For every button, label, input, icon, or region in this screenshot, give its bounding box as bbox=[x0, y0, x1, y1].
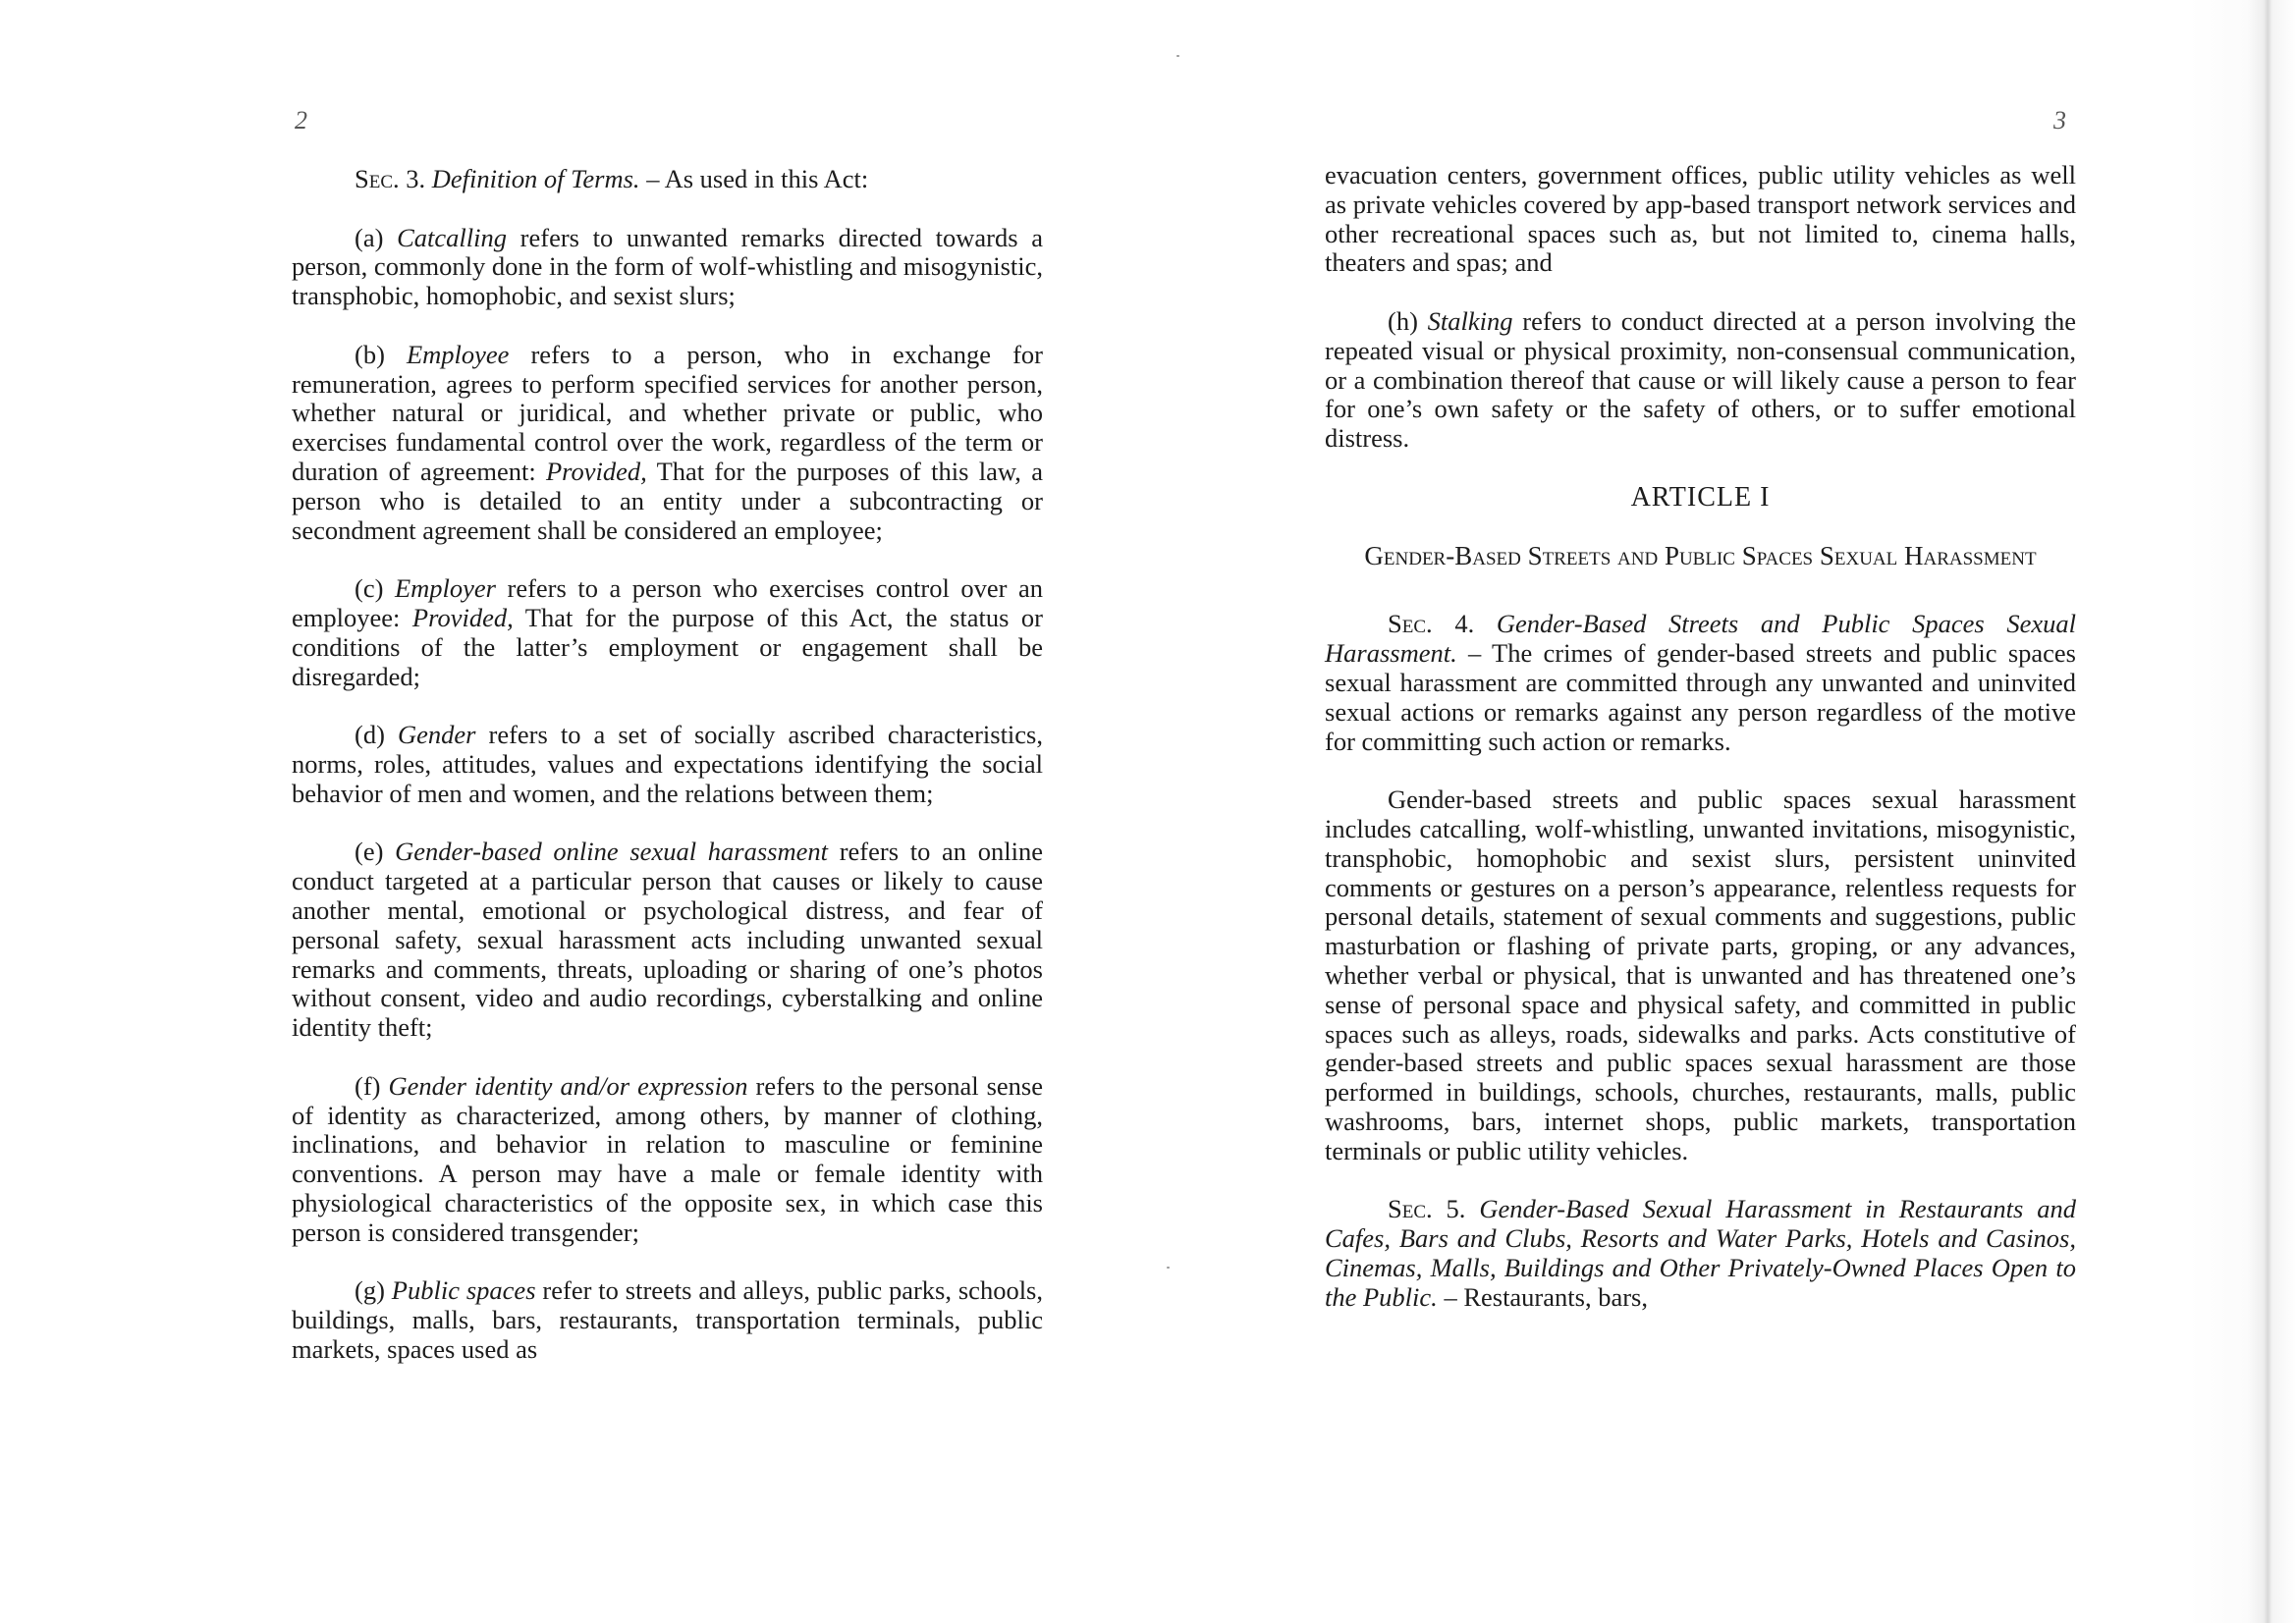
defined-term: Gender-based online sexual harassment bbox=[395, 837, 828, 867]
right-column bbox=[1325, 161, 2076, 1312]
definition-c: (c) Employer refers to a person who exercises control over an employee: Provided, That for the purpose of this Act, the status or conditions of the latter’s employment or engagement shall be disregarded; bbox=[292, 573, 1043, 691]
section-5: Sec. 5. Gender-Based Sexual Harassment in Restaurants and Cafes, Bars and Clubs, Resorts and Water Parks, Hotels and Casinos, Cinemas, Malls, Buildings and Other Privately-Owned Places Open to the Public. – Restaurants, bars, bbox=[1325, 1194, 2076, 1312]
definition-g-continuation: evacuation centers, government offices, public utility vehicles as well as private vehicles covered by app-based transport network services and other recreational spaces such as, but not limited to, cinema halls, theaters and spas; and bbox=[1325, 160, 2076, 278]
defined-term: Public spaces bbox=[391, 1275, 536, 1306]
section-label: Sec. bbox=[355, 164, 400, 193]
proviso: Provided, bbox=[411, 602, 514, 632]
section-4-paragraph-2: Gender-based streets and public spaces sexual harassment includes catcalling, wolf-whistling, unwanted invitations, misogynistic, transphobic, homophobic and sexist slurs, persistent uninvited comments or gestures on a person’s appearance, relentless requests for personal details, statement of sexual comments and suggestions, public masturbation or flashing of private parts, groping, or any advances, whether verbal or physical, that is unwanted and has threatened one’s sense of personal space and physical safety, and committed in public spaces such as alleys, roads, sidewalks and parks. Acts constitutive of gender-based streets and public spaces sexual harassment are those performed in buildings, schools, churches, restaurants, malls, public washrooms, bars, internet shops, public markets, transportation terminals or public utility vehicles. bbox=[1325, 784, 2076, 1165]
section-title: Definition of Terms. bbox=[431, 164, 640, 193]
section-title: Gender-Based Streets and Public Spaces Sexual Harassment. bbox=[1325, 609, 2076, 669]
page-number: 3 bbox=[2053, 106, 2066, 135]
scan-speck bbox=[1176, 55, 1179, 57]
defined-term: Gender identity and/or expression bbox=[388, 1070, 748, 1101]
section-4: Sec. 4. Gender-Based Streets and Public Spaces Sexual Harassment. – The crimes of gender-based streets and public spaces sexual harassment are committed through any unwanted and uninvited sexual actions or remarks against any person regardless of the motive for committing such action or remarks. bbox=[1325, 609, 2076, 756]
page-number: 2 bbox=[295, 106, 307, 135]
article-heading: ARTICLE I bbox=[1630, 481, 1771, 513]
defined-term: Employer bbox=[394, 573, 496, 604]
definition-a: (a) Catcalling refers to unwanted remarks directed towards a person, commonly done in the form of wolf-whistling and misogynistic, transphobic, homophobic, and sexist slurs; bbox=[292, 222, 1043, 311]
article-subheading: Gender-Based Streets and Public Spaces Sexual Harassment bbox=[1364, 540, 2037, 570]
left-column bbox=[292, 165, 1043, 1365]
section-title: Gender-Based Sexual Harassment in Restaurants and Cafes, Bars and Clubs, Resorts and Water Parks, Hotels and Casinos, Cinemas, Malls, Buildings and Other Privately-Owned Places Open to the Public. bbox=[1325, 1194, 2076, 1312]
section-label: Sec. bbox=[1388, 1194, 1433, 1224]
definition-b: (b) Employee refers to a person, who in exchange for remuneration, agrees to perform specified services for another person, whether natural or juridical, and whether private or public, who exercises fundamental control over the work, regardless of the term or duration of agreement: Provided, That for the purposes of this law, a person who is detailed to an entity under a subcontracting or secondment agreement shall be considered an employee; bbox=[292, 339, 1043, 545]
definition-h: (h) Stalking refers to conduct directed at a person involving the repeated visual or physical proximity, non-consensual communication, or a combination thereof that cause or will likely cause a person to fear for one’s own safety or the safety of others, or to suffer emotional distress. bbox=[1325, 305, 2076, 454]
section-3-heading: Sec. 3. Definition of Terms. – As used in this Act: bbox=[355, 164, 869, 193]
section-label: Sec. bbox=[1388, 609, 1433, 639]
definition-d: (d) Gender refers to a set of socially ascribed characteristics, norms, roles, attitudes, values and expectations identifying the social behavior of men and women, and the relations between them; bbox=[292, 720, 1043, 808]
scan-speck bbox=[1167, 1267, 1170, 1269]
page-binding-edge bbox=[2188, 0, 2296, 1623]
defined-term: Employee bbox=[406, 339, 510, 369]
defined-term: Catcalling bbox=[397, 222, 507, 252]
definition-g: (g) Public spaces refer to streets and alleys, public parks, schools, buildings, malls, bars, restaurants, transportation terminals, public markets, spaces used as bbox=[292, 1275, 1043, 1364]
defined-term: Stalking bbox=[1427, 305, 1513, 336]
definition-e: (e) Gender-based online sexual harassment refers to an online conduct targeted at a particular person that causes or likely to cause another mental, emotional or psychological distress, and fear of personal safety, sexual harassment acts including unwanted sexual remarks and comments, threats, uploading or sharing of one’s photos without consent, video and audio recordings, cyberstalking and online identity theft; bbox=[292, 837, 1043, 1043]
right-page bbox=[1148, 0, 2296, 1623]
defined-term: Gender bbox=[397, 720, 476, 750]
definition-f: (f) Gender identity and/or expression refers to the personal sense of identity as characterized, among others, by manner of clothing, inclinations, and behavior in relation to masculine or feminine conventions. A person may have a male or female identity with physiological characteristics of the opposite sex, in which case this person is considered transgender; bbox=[292, 1070, 1043, 1247]
proviso: Provided, bbox=[545, 456, 647, 486]
